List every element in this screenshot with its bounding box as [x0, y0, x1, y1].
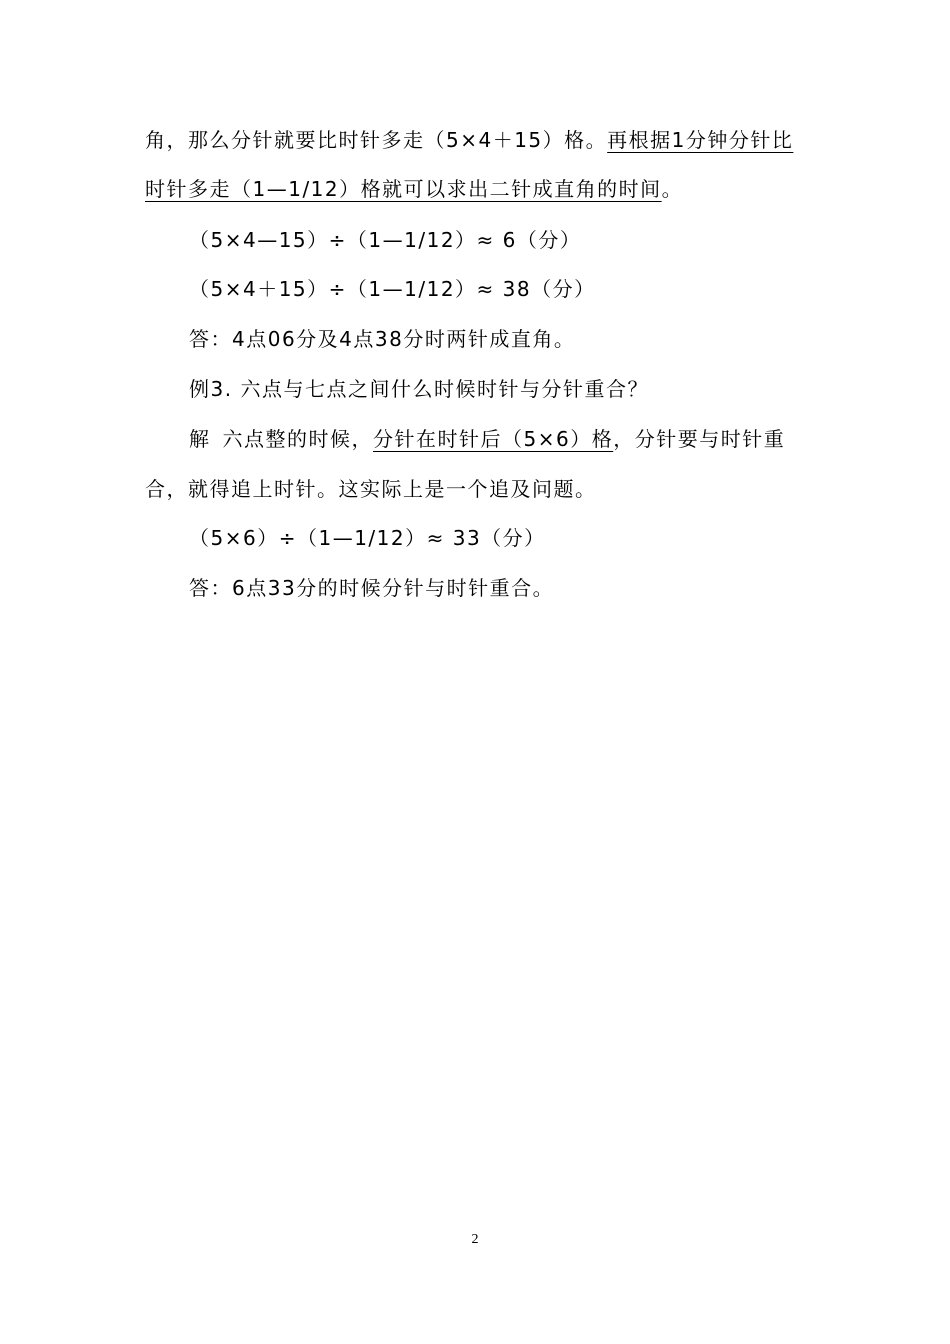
- underlined-text: 再根据1分钟分针比: [607, 128, 794, 152]
- answer-line-2: 答：6点33分的时候分针与时针重合。: [189, 576, 555, 600]
- solution-line-2: 合，就得追上时针。这实际上是一个追及问题。: [145, 477, 597, 501]
- underlined-text: 时针多走（1—1/12）格就可以求出二针成直角的时间: [145, 177, 662, 201]
- solution-label: 解: [189, 427, 211, 451]
- text-segment: 角，那么分针就要比时针多走（5×4＋15）格。: [145, 128, 608, 152]
- answer-line-1: 答：4点06分及4点38分时两针成直角。: [189, 327, 576, 351]
- solution-line-1: [189, 426, 785, 452]
- formula-line-2: （5×4＋15）÷（1—1/12）≈ 38（分）: [189, 277, 596, 301]
- page-number: 2: [471, 1232, 479, 1247]
- text-segment: 六点整的时候，: [222, 427, 373, 451]
- example-heading: 例3. 六点与七点之间什么时候时针与分针重合？: [189, 377, 649, 401]
- paragraph-line-2: [145, 176, 683, 202]
- formula-line-3: （5×6）÷（1—1/12）≈ 33（分）: [189, 526, 546, 550]
- text-segment: 。: [661, 177, 684, 201]
- paragraph-line-1: [145, 127, 793, 153]
- formula-line-1: （5×4—15）÷（1—1/12）≈ 6（分）: [189, 228, 582, 252]
- underlined-text: 分针在时针后（5×6）格: [373, 427, 614, 451]
- text-segment: ，分针要与时针重: [613, 427, 786, 451]
